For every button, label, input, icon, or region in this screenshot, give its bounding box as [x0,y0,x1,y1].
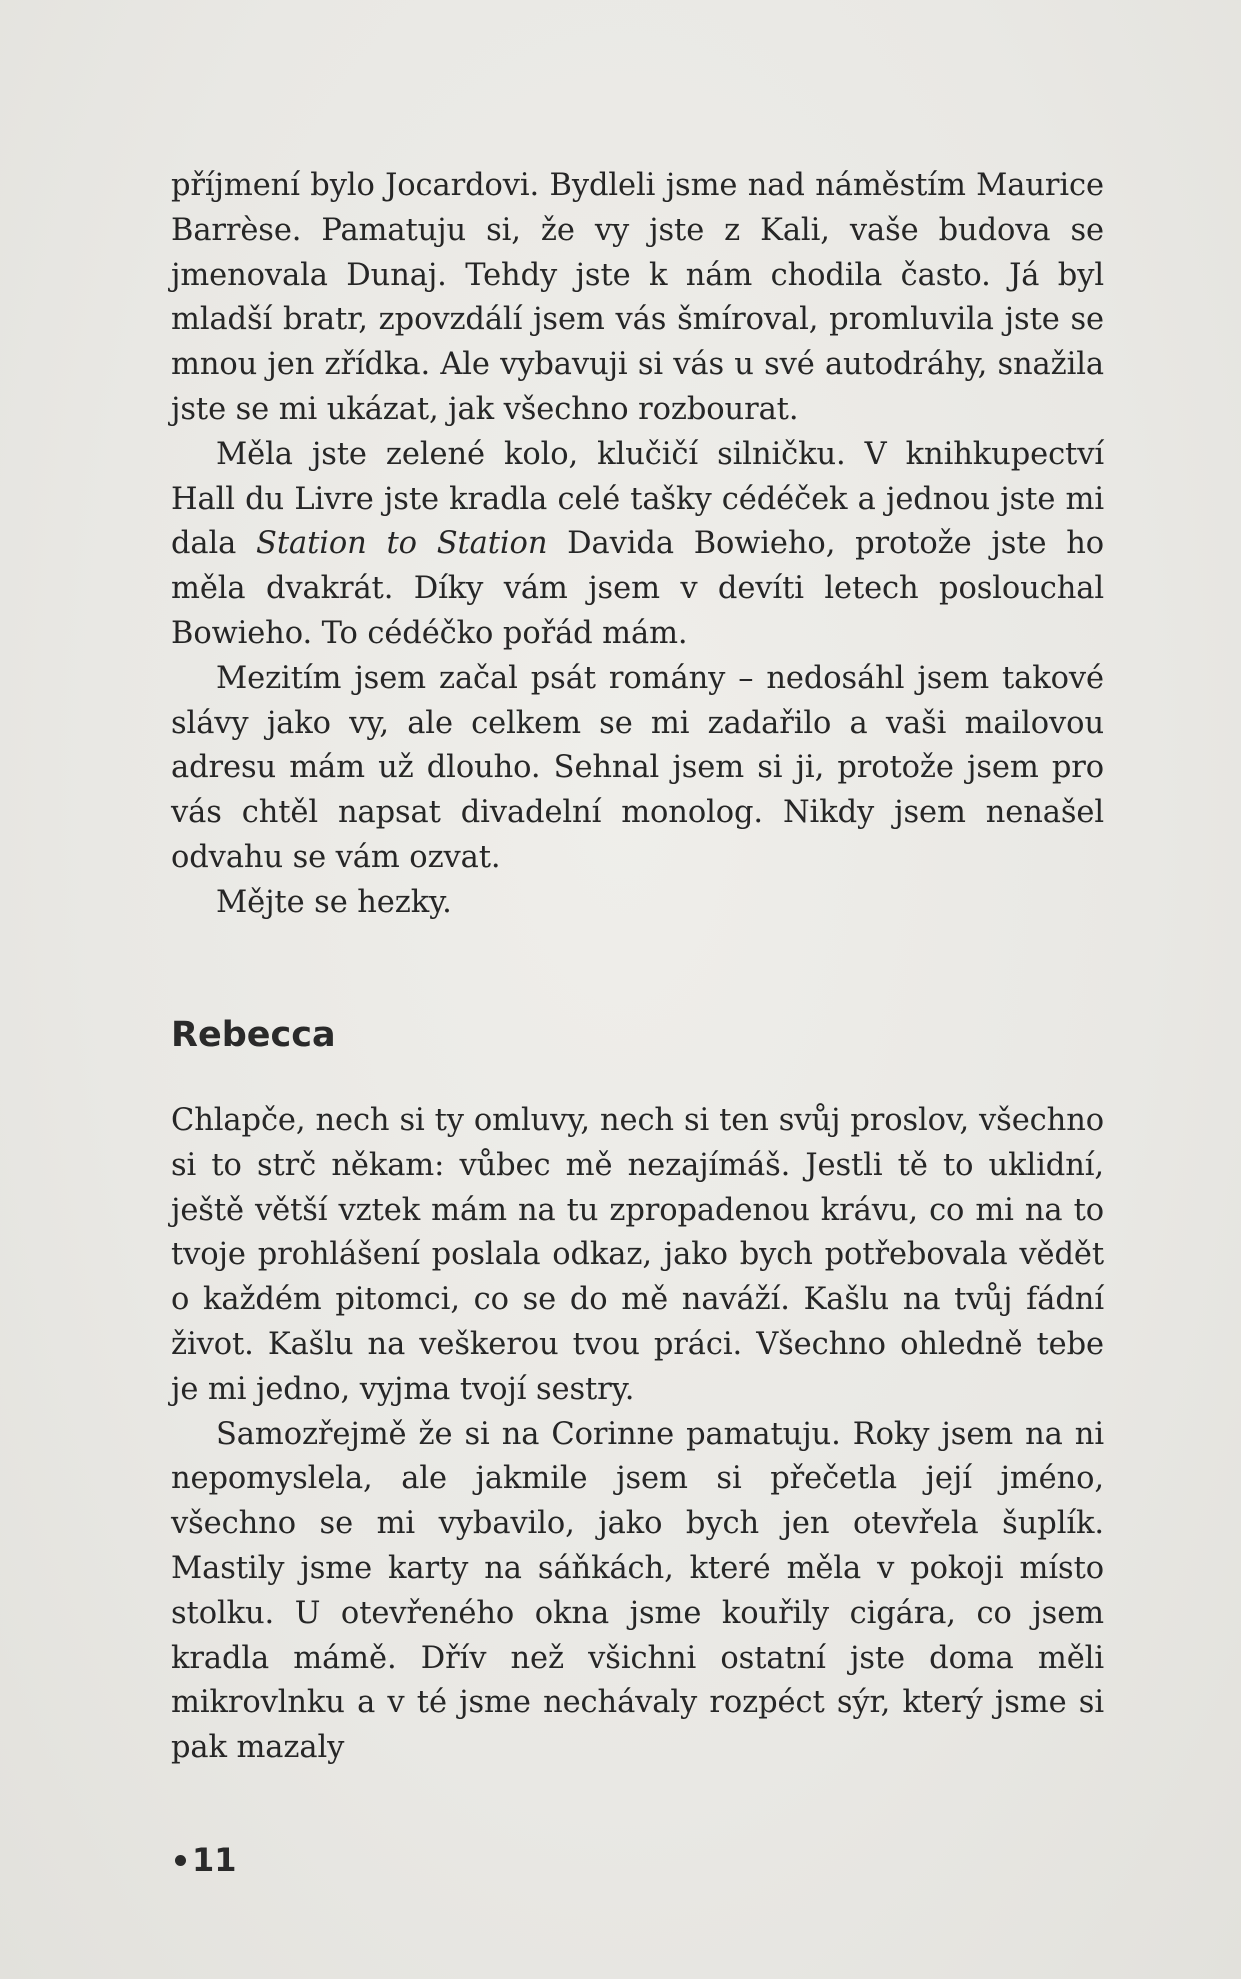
section-heading: Rebecca [171,1015,336,1055]
paragraph-2-start: Měla jste zelené kolo, klučičí silničku. V knihkupectví Hall du Livre jste kradla celé tašky cédéček a jednou jste mi dala [171,436,1104,562]
paragraph-3: Mezitím jsem začal psát romány – nedosáhl jsem takové slávy jako vy, ale celkem se mi zadařilo a vaši mailovou adresu mám už dlouho. Sehnal jsem si ji, protože jsem pro vás chtěl napsat divadelní monolog. Nikdy jsem nenašel odvahu se vám ozvat. [171,660,1104,875]
paragraph-1: příjmení bylo Jocardovi. Bydleli jsme nad náměstím Maurice Barrèse. Pamatuju si, že vy jste z Kali, vaše budova se jmenovala Dunaj. Tehdy jste k nám chodila často. Já byl mladší bratr, zpovzdálí jsem vás šmíroval, promluvila jste se mnou jen zřídka. Ale vybavuji si vás u své autodráhy, snažila jste se mi ukázat, jak všechno rozbourat. [171,168,1104,427]
paragraph-5: Chlapče, nech si ty omluvy, nech si ten svůj proslov, všechno si to strč někam: vůbec mě nezajímáš. Jestli tě to uklidní, ještě větší vztek mám na tu zpropadenou krávu, co mi na to tvoje prohlášení poslala odkaz, jako bych potřebovala vědět o každém pitomci, co se do mě naváží. Kašlu na tvůj fádní život. Kašlu na veškerou tvou práci. Všechno ohledně tebe je mi jedno, vyjma tvojí sestry. [171,1103,1104,1407]
reply-text-block [171,1099,1104,1771]
letter-text-block [171,164,1104,926]
album-title: Station to Station [256,526,548,562]
paragraph-6: Samozřejmě že si na Corinne pamatuju. Roky jsem na ni nepomyslela, ale jakmile jsem si přečetla její jméno, všechno se mi vybavilo, jako bych jen otevřela šuplík. Mastily jsme karty na sáňkách, které měla v pokoji místo stolku. U otevřeného okna jsme kouřily cigára, co jsem kradla mámě. Dřív než všichni ostatní jste doma měli mikrovlnku a v té jsme nechávaly rozpéct sýr, který jsme si pak mazaly [171,1416,1104,1766]
bullet-icon [175,1855,186,1866]
page-number-value: 11 [192,1841,237,1879]
paragraph-2 [171,433,1104,657]
page-number [175,1838,237,1882]
paragraph-2-end: Davida Bowieho, protože jste ho měla dvakrát. Díky vám jsem v devíti letech poslouchal Bowieho. To cédéčko pořád mám. [171,526,1105,651]
paragraph-4-signoff: Mějte se hezky. [216,884,452,920]
